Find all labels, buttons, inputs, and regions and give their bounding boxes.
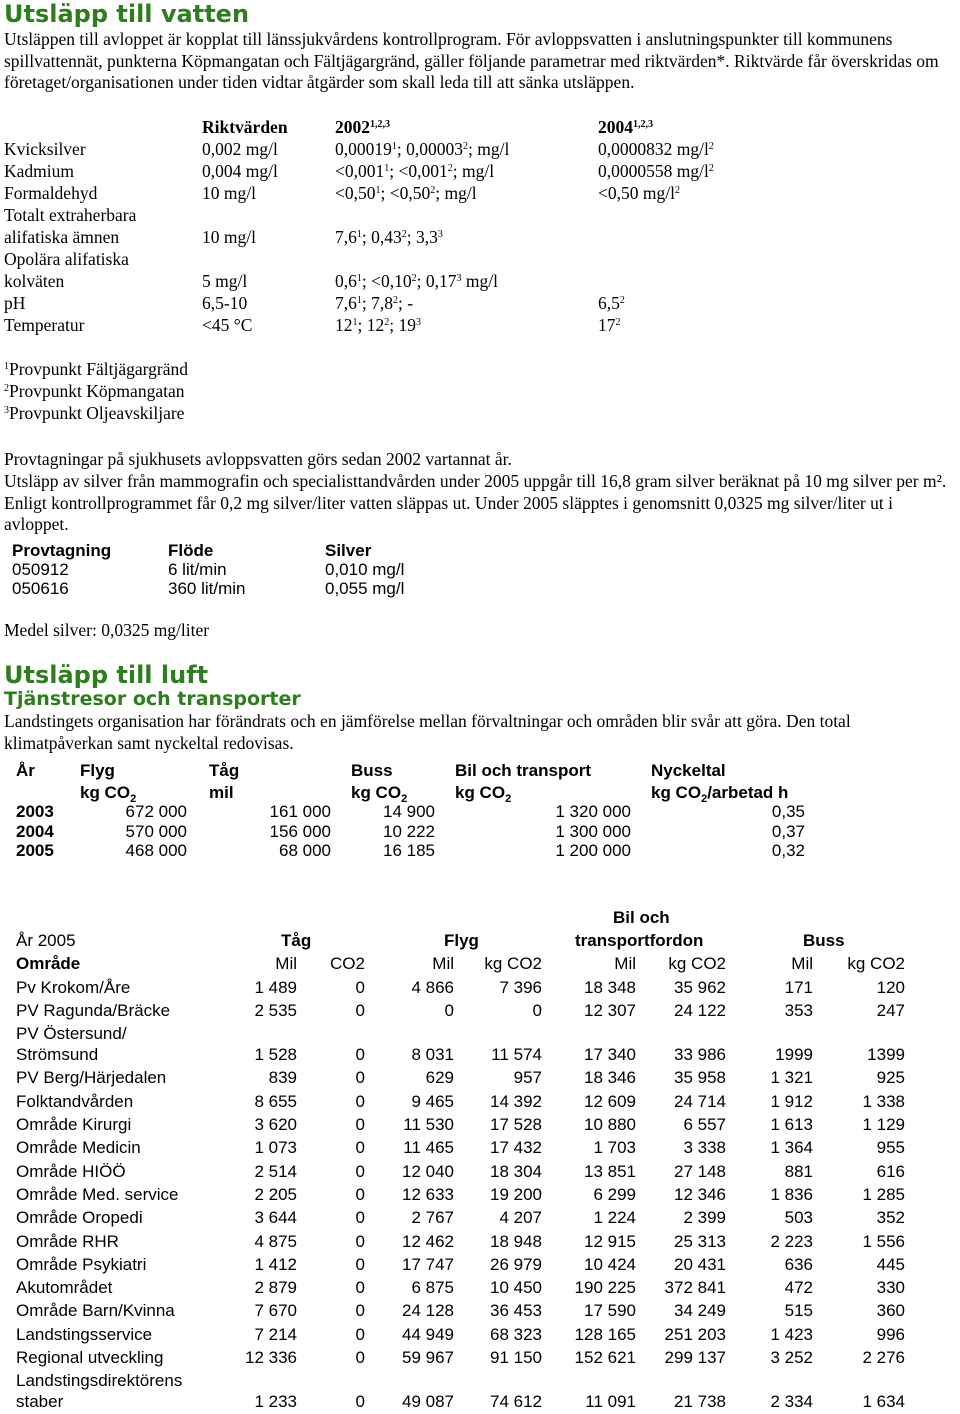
silver-col-header: Flöde bbox=[168, 541, 214, 560]
area-cell: 839 bbox=[268, 1068, 297, 1088]
area-name: Område Oropedi bbox=[16, 1208, 143, 1228]
area-cell: 629 bbox=[425, 1068, 454, 1088]
water-2004-value: 0,0000832 $mg/l^2$ bbox=[598, 139, 714, 159]
area-name: Landstingsdirektörens bbox=[16, 1371, 183, 1391]
area-name: Folktandvården bbox=[16, 1091, 134, 1111]
table-year-label: År 2005 bbox=[16, 931, 76, 950]
area-cell: 68 323 bbox=[490, 1324, 542, 1344]
area-cell: 190 225 bbox=[574, 1278, 636, 1298]
water-limit: 5 mg/l bbox=[202, 271, 248, 291]
area-cell: 1 489 bbox=[254, 977, 297, 997]
area-cell: 1 703 bbox=[593, 1138, 636, 1158]
group-header-buss: Buss bbox=[803, 931, 845, 950]
area-cell: 0 bbox=[355, 1231, 365, 1251]
area-cell: 44 949 bbox=[402, 1324, 454, 1344]
area-cell: 10 450 bbox=[490, 1278, 542, 1298]
area-cell: 17 590 bbox=[584, 1301, 636, 1321]
area-name: Område HIÖÖ bbox=[16, 1161, 126, 1181]
water-2004-value: $6,5^2$ bbox=[598, 293, 625, 313]
sub-header-omrade: Område bbox=[16, 954, 81, 973]
silver-cell: 360 lit/min bbox=[168, 579, 246, 598]
summary-year: 2003 bbox=[16, 802, 54, 821]
area-cell: 251 203 bbox=[664, 1324, 726, 1344]
area-cell: 0 bbox=[355, 1254, 365, 1274]
silver-paragraph: Utsläpp av silver från mammografin och specialisttandvården under 2005 uppgår till 16,8 gram silver beräknat på 10 mg silver per m². Enligt kontrollprogrammet får 0,2 mg silver/liter vatten släppas ut. Under 2005 släpptes i genomsnitt 0,0325 mg silver/liter ut i avloppet. bbox=[4, 471, 947, 534]
area-cell: 17 747 bbox=[402, 1254, 454, 1274]
area-cell: 1 528 bbox=[254, 1045, 297, 1065]
area-cell: 36 453 bbox=[490, 1301, 542, 1321]
area-cell: 17 340 bbox=[584, 1045, 636, 1065]
area-name: PV Östersund/ bbox=[16, 1024, 127, 1044]
water-param-name: Opolära alifatiska bbox=[4, 249, 129, 269]
summary-cell: 14 900 bbox=[383, 802, 435, 821]
water-col-header: 2002$^{1,2,3}$ bbox=[335, 117, 390, 137]
area-cell: 12 462 bbox=[402, 1231, 454, 1251]
silver-cell: 0,055 mg/l bbox=[325, 579, 405, 598]
area-cell: 1 073 bbox=[254, 1138, 297, 1158]
area-cell: 636 bbox=[784, 1254, 813, 1274]
area-cell: 1 233 bbox=[254, 1392, 297, 1412]
area-name: Område Kirurgi bbox=[16, 1115, 132, 1134]
area-cell: 9 465 bbox=[411, 1091, 454, 1111]
water-2002-value: $12^1$; $12^2$; $19^3$ bbox=[335, 315, 421, 335]
area-cell: 35 958 bbox=[674, 1068, 726, 1088]
silver-col-header: Provtagning bbox=[12, 541, 112, 560]
area-cell: 0 bbox=[355, 1000, 365, 1020]
silver-cell: 050616 bbox=[12, 579, 69, 598]
area-cell: 24 714 bbox=[674, 1091, 726, 1111]
water-2002-value: $<0,001^1$; $<0,001^2$; mg/l bbox=[335, 161, 495, 181]
area-cell: 33 986 bbox=[674, 1045, 726, 1065]
water-2004-value: 0,0000558 $mg/l^2$ bbox=[598, 161, 714, 181]
area-cell: 0 bbox=[355, 1138, 365, 1158]
area-cell: 12 040 bbox=[402, 1161, 454, 1181]
area-cell: 14 392 bbox=[490, 1091, 542, 1111]
water-param-name: kolväten bbox=[4, 271, 65, 291]
area-cell: 0 bbox=[355, 1161, 365, 1181]
area-name: Område Psykiatri bbox=[16, 1254, 147, 1274]
air-heading: Utsläpp till luft bbox=[4, 661, 209, 689]
summary-cell: 1 300 000 bbox=[555, 821, 631, 841]
area-cell: 12 336 bbox=[245, 1348, 297, 1367]
area-cell: 955 bbox=[876, 1138, 905, 1158]
area-cell: 1 836 bbox=[770, 1184, 813, 1204]
area-cell: 1 613 bbox=[770, 1115, 813, 1134]
area-cell: 1999 bbox=[775, 1045, 813, 1065]
area-cell: 0 bbox=[355, 1184, 365, 1204]
water-limit: 0,004 mg/l bbox=[202, 161, 278, 181]
area-cell: 11 530 bbox=[403, 1115, 454, 1134]
area-cell: 10 880 bbox=[584, 1115, 636, 1134]
area-cell: 7 396 bbox=[499, 977, 542, 997]
area-cell: 1 338 bbox=[862, 1091, 905, 1111]
area-cell: 247 bbox=[876, 1000, 905, 1020]
area-name: Regional utveckling bbox=[16, 1348, 164, 1367]
area-cell: 1 412 bbox=[254, 1254, 297, 1274]
summary-unit-header: mil bbox=[209, 783, 234, 802]
water-param-name: Temperatur bbox=[4, 315, 85, 335]
area-cell: 1 321 bbox=[770, 1068, 813, 1088]
area-cell: 19 200 bbox=[490, 1184, 542, 1204]
area-cell: 0 bbox=[355, 1324, 365, 1344]
summary-col-header: Nyckeltal bbox=[651, 761, 726, 780]
area-cell: 18 948 bbox=[490, 1231, 542, 1251]
summary-cell: 1 320 000 bbox=[555, 802, 631, 821]
footnote: $^1$Provpunkt Fältjägargränd bbox=[4, 359, 189, 379]
water-2002-value: $7,6^1$; $7,8^2$; - bbox=[335, 293, 414, 313]
area-cell: 0 bbox=[355, 1115, 365, 1134]
group-header-bil: transportfordon bbox=[575, 931, 704, 950]
water-intro: Utsläppen till avloppet är kopplat till länssjukvårdens kontrollprogram. För avloppsvatten i anslutningspunkter till kommunens spillvattennät, punkterna Köpmangatan och Fältjägargränd, gäller följande parametrar med riktvärden*. Riktvärde får överskridas om företaget/organisationen under tiden vidtar åtgärder som skall leda till att sänka utsläppen. bbox=[4, 29, 939, 92]
area-cell: 881 bbox=[784, 1161, 813, 1181]
water-limit: 10 mg/l bbox=[202, 183, 256, 203]
area-cell: 2 334 bbox=[770, 1392, 813, 1412]
water-heading: Utsläpp till vatten bbox=[4, 0, 250, 28]
area-cell: 330 bbox=[876, 1278, 905, 1298]
area-cell: 1 912 bbox=[770, 1091, 813, 1111]
summary-col-header: Flyg bbox=[80, 761, 115, 780]
sub-header: kg CO2 bbox=[847, 954, 905, 973]
area-cell: 1 556 bbox=[862, 1231, 905, 1251]
summary-col-header: Buss bbox=[351, 761, 393, 780]
area-cell: 0 bbox=[355, 977, 365, 997]
area-cell: 24 122 bbox=[674, 1000, 726, 1020]
area-cell: 503 bbox=[784, 1208, 813, 1228]
area-name: Område Barn/Kvinna bbox=[16, 1301, 175, 1321]
footnote: $^3$Provpunkt Oljeavskiljare bbox=[4, 403, 185, 423]
area-cell: 0 bbox=[355, 1068, 365, 1088]
area-name: staber bbox=[16, 1392, 64, 1412]
area-cell: 925 bbox=[876, 1068, 905, 1088]
area-cell: 2 399 bbox=[683, 1208, 726, 1228]
area-cell: 353 bbox=[784, 1000, 813, 1020]
area-cell: 360 bbox=[876, 1301, 905, 1321]
area-cell: 3 252 bbox=[770, 1348, 813, 1367]
water-2002-value: $7,6^1$; 0,43$^2$; $3,3^3$ bbox=[335, 227, 443, 247]
water-2004-value: $17^2$ bbox=[598, 315, 621, 335]
area-cell: 152 621 bbox=[574, 1348, 636, 1367]
area-cell: 17 432 bbox=[490, 1138, 542, 1158]
area-cell: 7 214 bbox=[254, 1324, 297, 1344]
area-cell: 0 bbox=[355, 1278, 365, 1298]
sub-header: Mil bbox=[275, 954, 297, 973]
air-subheading: Tjänstresor och transporter bbox=[4, 688, 301, 710]
area-cell: 445 bbox=[876, 1254, 905, 1274]
sub-header: CO2 bbox=[330, 954, 365, 973]
silver-col-header: Silver bbox=[325, 541, 372, 560]
summary-unit-header: kg $CO_2$/arbetad h bbox=[651, 783, 789, 805]
area-cell: 372 841 bbox=[664, 1278, 726, 1298]
air-intro: Landstingets organisation har förändrats och en jämförelse mellan förvaltningar och områden blir svår att göra. Den total klimatpåverkan samt nyckeltal redovisas. bbox=[4, 711, 851, 753]
water-param-name: pH bbox=[4, 293, 26, 313]
area-name: Pv Krokom/Åre bbox=[16, 977, 131, 997]
area-name: Landstingsservice bbox=[16, 1324, 153, 1344]
water-col-header: Riktvärden bbox=[202, 117, 288, 137]
area-cell: 17 528 bbox=[490, 1115, 542, 1134]
area-cell: 1 285 bbox=[862, 1184, 905, 1204]
summary-col-header: År bbox=[16, 761, 35, 780]
area-cell: 11 091 bbox=[585, 1392, 636, 1412]
area-cell: 13 851 bbox=[584, 1161, 636, 1181]
area-cell: 74 612 bbox=[490, 1392, 542, 1412]
area-cell: 4 207 bbox=[499, 1208, 542, 1228]
summary-cell: 672 000 bbox=[125, 802, 187, 821]
area-cell: 18 346 bbox=[584, 1068, 636, 1088]
summary-cell: 570 000 bbox=[125, 821, 187, 841]
area-cell: 49 087 bbox=[402, 1392, 454, 1412]
area-cell: 11 465 bbox=[403, 1138, 454, 1158]
summary-cell: 156 000 bbox=[269, 821, 331, 841]
area-cell: 957 bbox=[513, 1068, 542, 1088]
group-header-bil: Bil och bbox=[613, 908, 670, 927]
water-2004-value: <0,50 $mg/l^2$ bbox=[598, 183, 680, 203]
area-cell: 616 bbox=[876, 1161, 905, 1181]
area-cell: 18 348 bbox=[584, 977, 636, 997]
area-cell: 18 304 bbox=[490, 1161, 542, 1181]
water-param-name: alifatiska ämnen bbox=[4, 227, 120, 247]
silver-cell: 6 lit/min bbox=[168, 560, 227, 579]
area-cell: 2 535 bbox=[254, 1000, 297, 1020]
water-2002-value: 0,00019$^1$; 0,00003$^2$; mg/l bbox=[335, 139, 510, 159]
area-cell: 0 bbox=[355, 1045, 365, 1065]
area-cell: 12 915 bbox=[584, 1231, 636, 1251]
sub-header: Mil bbox=[791, 954, 813, 973]
summary-cell: 0,35 bbox=[771, 802, 805, 821]
area-cell: 91 150 bbox=[490, 1348, 542, 1367]
area-cell: 2 767 bbox=[411, 1208, 454, 1228]
area-cell: 7 670 bbox=[254, 1301, 297, 1321]
area-cell: 0 bbox=[355, 1348, 365, 1367]
area-cell: 4 866 bbox=[411, 977, 454, 997]
area-cell: 12 346 bbox=[674, 1184, 726, 1204]
area-name: PV Berg/Härjedalen bbox=[16, 1068, 167, 1088]
water-param-name: Kvicksilver bbox=[4, 139, 86, 159]
area-cell: 352 bbox=[876, 1208, 905, 1228]
area-cell: 2 276 bbox=[862, 1348, 905, 1367]
summary-cell: 1 200 000 bbox=[555, 841, 631, 860]
water-2002-value: $0,6^1$; $<0,10^2$; 0,17$^3$ mg/l bbox=[335, 271, 498, 291]
group-header-tag: Tåg bbox=[281, 931, 312, 950]
area-cell: 3 620 bbox=[254, 1115, 297, 1134]
summary-cell: 0,32 bbox=[771, 841, 805, 860]
water-limit: 0,002 mg/l bbox=[202, 139, 278, 159]
area-name: Område Med. service bbox=[16, 1184, 179, 1204]
water-param-name: Kadmium bbox=[4, 161, 74, 181]
area-cell: 0 bbox=[355, 1392, 365, 1412]
area-name: PV Ragunda/Bräcke bbox=[16, 1000, 171, 1020]
water-col-header: 2004$^{1,2,3}$ bbox=[598, 117, 653, 137]
sampling-paragraph: Provtagningar på sjukhusets avloppsvatten görs sedan 2002 vartannat år. bbox=[4, 449, 512, 469]
water-limit: 6,5-10 bbox=[202, 293, 248, 313]
group-header-flyg: Flyg bbox=[444, 931, 479, 950]
area-name: Akutområdet bbox=[16, 1278, 113, 1298]
area-cell: 20 431 bbox=[674, 1254, 726, 1274]
area-cell: 0 bbox=[355, 1301, 365, 1321]
summary-col-header: Tåg bbox=[209, 761, 240, 780]
area-cell: 3 644 bbox=[254, 1208, 297, 1228]
area-cell: 12 609 bbox=[584, 1091, 636, 1111]
area-cell: 10 424 bbox=[584, 1254, 636, 1274]
silver-cell: 0,010 mg/l bbox=[325, 560, 405, 579]
area-cell: 8 655 bbox=[254, 1091, 297, 1111]
area-cell: 120 bbox=[876, 977, 905, 997]
summary-unit-header: kg $CO_2$ bbox=[351, 783, 408, 805]
summary-unit-header: kg $CO_2$ bbox=[455, 783, 512, 805]
area-cell: 11 574 bbox=[491, 1045, 542, 1065]
area-cell: 3 338 bbox=[683, 1138, 726, 1158]
area-cell: 1399 bbox=[867, 1045, 905, 1065]
water-param-name: Formaldehyd bbox=[4, 183, 98, 203]
area-cell: 27 148 bbox=[674, 1161, 726, 1181]
area-cell: 6 299 bbox=[593, 1184, 636, 1204]
sub-header: kg CO2 bbox=[484, 954, 542, 973]
summary-unit-header: kg $CO_2$ bbox=[80, 783, 137, 805]
area-cell: 1 224 bbox=[593, 1208, 636, 1228]
summary-cell: 68 000 bbox=[279, 841, 331, 860]
area-cell: 0 bbox=[532, 1000, 542, 1020]
area-cell: 2 205 bbox=[254, 1184, 297, 1204]
area-name: Område RHR bbox=[16, 1231, 119, 1251]
water-2002-value: $<0,50^1$; $<0,50^2$; mg/l bbox=[335, 183, 477, 203]
area-name: Område Medicin bbox=[16, 1138, 141, 1158]
area-cell: 6 875 bbox=[411, 1278, 454, 1298]
area-cell: 0 bbox=[355, 1091, 365, 1111]
area-cell: 2 514 bbox=[254, 1161, 297, 1181]
summary-cell: 468 000 bbox=[125, 841, 187, 860]
summary-year: 2004 bbox=[16, 821, 54, 841]
summary-cell: 16 185 bbox=[383, 841, 435, 860]
area-cell: 1 129 bbox=[862, 1115, 905, 1134]
area-cell: 2 223 bbox=[770, 1231, 813, 1251]
area-cell: 59 967 bbox=[402, 1348, 454, 1367]
area-cell: 25 313 bbox=[674, 1231, 726, 1251]
area-cell: 24 128 bbox=[402, 1301, 454, 1321]
area-cell: 26 979 bbox=[490, 1254, 542, 1274]
area-cell: 472 bbox=[784, 1278, 813, 1298]
area-cell: 1 634 bbox=[862, 1392, 905, 1412]
summary-cell: 10 222 bbox=[383, 821, 435, 841]
area-cell: 4 875 bbox=[254, 1231, 297, 1251]
summary-cell: 161 000 bbox=[269, 802, 331, 821]
area-cell: 0 bbox=[355, 1208, 365, 1228]
area-cell: 8 031 bbox=[411, 1045, 454, 1065]
area-cell: 515 bbox=[784, 1301, 813, 1321]
sub-header: Mil bbox=[614, 954, 636, 973]
water-param-name: Totalt extraherbara bbox=[4, 205, 137, 225]
area-cell: 2 879 bbox=[254, 1278, 297, 1298]
area-cell: 21 738 bbox=[674, 1392, 726, 1412]
footnote: $^2$Provpunkt Köpmangatan bbox=[4, 381, 185, 401]
area-cell: 12 307 bbox=[584, 1000, 636, 1020]
area-cell: 6 557 bbox=[683, 1115, 726, 1134]
area-name: Strömsund bbox=[16, 1045, 99, 1065]
silver-mean: Medel silver: 0,0325 mg/liter bbox=[4, 620, 210, 640]
area-cell: 128 165 bbox=[574, 1324, 636, 1344]
sub-header: kg CO2 bbox=[668, 954, 726, 973]
area-cell: 299 137 bbox=[664, 1348, 726, 1367]
area-cell: 0 bbox=[444, 1000, 454, 1020]
summary-col-header: Bil och transport bbox=[455, 761, 592, 780]
sub-header: Mil bbox=[432, 954, 454, 973]
water-limit: 10 mg/l bbox=[202, 227, 256, 247]
area-cell: 34 249 bbox=[674, 1301, 726, 1321]
summary-year: 2005 bbox=[16, 841, 54, 860]
water-limit: <45 °C bbox=[202, 315, 253, 335]
area-cell: 12 633 bbox=[402, 1184, 454, 1204]
summary-cell: 0,37 bbox=[771, 821, 805, 841]
area-cell: 996 bbox=[876, 1324, 905, 1344]
silver-cell: 050912 bbox=[12, 560, 69, 579]
area-cell: 171 bbox=[784, 977, 813, 997]
area-cell: 35 962 bbox=[674, 977, 726, 997]
area-cell: 1 423 bbox=[770, 1324, 813, 1344]
area-cell: 1 364 bbox=[770, 1138, 813, 1158]
